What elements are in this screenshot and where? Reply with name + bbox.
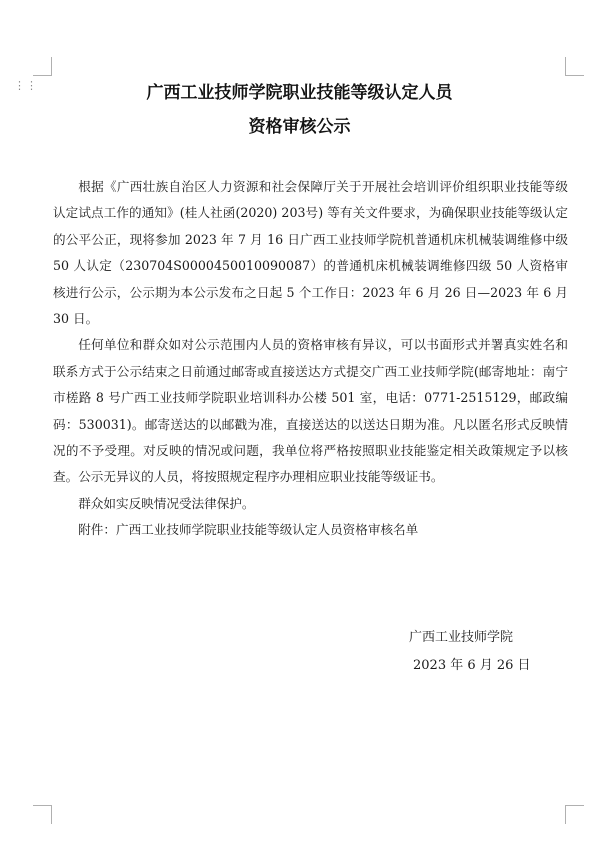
document-body [53,174,568,544]
paragraph-notice-basis: 根据《广西壮族自治区人力资源和社会保障厅关于开展社会培训评价组织职业技能等级认定试点工作的通知》(桂人社函(2020) 203号) 等有关文件要求，为确保职业技能等级认定的公平公正，现将参加 2023 年 7 月 16 日广西工业技师学院机普通机床机械装调维修中级 50 人认定（230704S0000450010090087）的普通机床机械装调维修四级 50 人资格审核进行公示，公示期为本公示发布之日起 5 个工作日：2023 年 6 月 26 日—2023 年 6 月 30 日。 [53,179,568,327]
document-title-line1: 广西工业技师学院职业技能等级认定人员 [146,83,453,103]
signature-date: 2023 年 6 月 26 日 [413,658,531,673]
drag-handle-icon[interactable]: ⋮⋮ [14,79,38,92]
crop-mark-bottom-right [565,805,584,824]
crop-mark-top-left [33,57,52,76]
paragraph-objection-procedure: 任何单位和群众如对公示范围内人员的资格审核有异议，可以书面形式并署真实姓名和联系方式于公示结束之日前通过邮寄或直接送达方式提交广西工业技师学院(邮寄地址：南宁市槎路 8 号广西工业技师学院职业培训科办公楼 501 室，电话：0771-2515129，邮政编码：530031)。邮寄送达的以邮戳为准，直接送达的以送达日期为准。凡以匿名形式反映情况的不予受理。对反映的情况或问题，我单位将严格按照职业技能鉴定相关政策规定予以核查。公示无异议的人员，将按照规定程序办理相应职业技能等级证书。 [53,337,568,485]
signature-organization: 广西工业技师学院 [409,630,514,645]
paragraph-legal-protection: 群众如实反映情况受法律保护。 [78,495,255,511]
crop-mark-top-right [565,57,584,76]
paragraph-attachment: 附件：广西工业技师学院职业技能等级认定人员资格审核名单 [78,522,419,538]
document-title-line2: 资格审核公示 [248,117,351,137]
crop-mark-bottom-left [33,805,52,824]
